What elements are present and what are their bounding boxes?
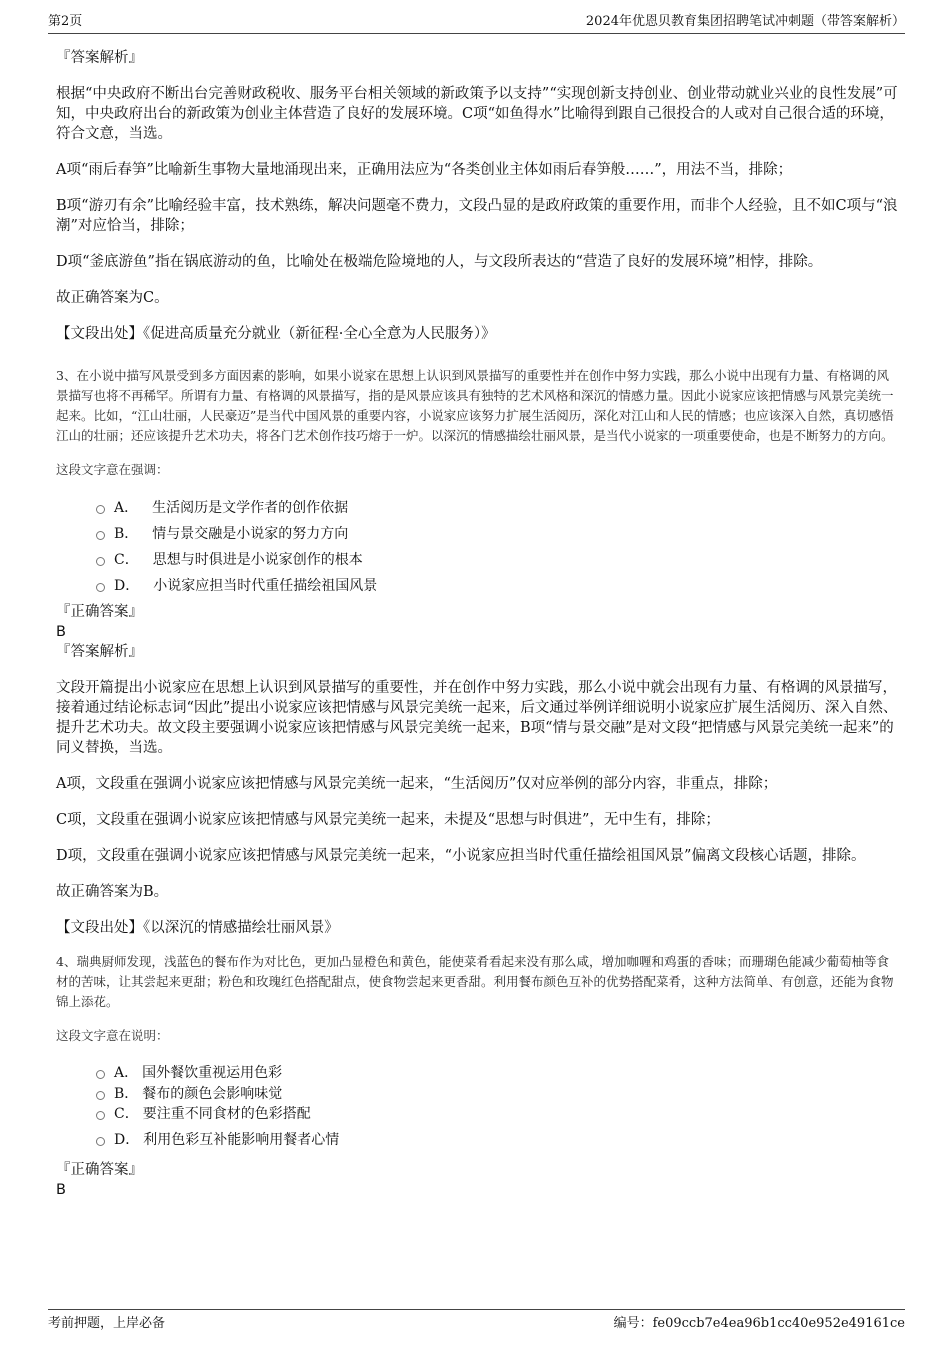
page-content: [56, 42, 898, 1200]
q4-options: [56, 1060, 898, 1154]
radio-icon[interactable]: [96, 505, 105, 514]
page-header: [48, 13, 905, 34]
option-letter: D．: [114, 578, 140, 594]
q3-analysis-para-4: D项，文段重在强调小说家应该把情感与风景完美统一起来，“小说家应担当时代重任描绘祖国风景”偏离文段核心话题，排除。: [56, 848, 866, 864]
source-label: 【文段出处】: [56, 920, 143, 936]
document-title: 2024年优恩贝教育集团招聘笔试冲刺题（带答案解析）: [585, 14, 905, 29]
option-text: 利用色彩互补能影响用餐者心情: [143, 1132, 340, 1148]
radio-icon[interactable]: [96, 583, 105, 592]
q4-prompt: 这段文字意在说明：: [56, 1028, 169, 1043]
option-text: 生活阅历是文学作者的创作依据: [152, 500, 349, 516]
option-letter: A．: [114, 500, 139, 516]
option-letter: C．: [114, 1106, 139, 1122]
source-label: 【文段出处】: [56, 326, 143, 342]
radio-icon[interactable]: [96, 557, 105, 566]
q3-question-text: 3、在小说中描写风景受到多方面因素的影响，如果小说家在思想上认识到风景描写的重要性并在创作中努力实践，那么小说中出现有力量、有格调的风景描写也将不再稀罕。所谓有力量、有格调的风景描写，指的是风景应该具有独特的艺术风格和深沉的情感力量。因此小说家应该把情感与风景完美统一起来。比如，“江山壮丽，人民豪迈”是当代中国风景的重要内容，小说家应该努力扩展生活阅历，深化对江山和人民的情感；也应该深入自然，真切感悟江山的壮丽；还应该提升艺术功夫，将各门艺术创作技巧熔于一炉。以深沉的情感描绘壮丽风景，是当代小说家的一项重要使命，也是不断努力的方向。: [56, 368, 894, 443]
q3-options: [56, 494, 898, 598]
radio-icon[interactable]: [96, 1111, 105, 1120]
q2-analysis-para-1: 根据“中央政府不断出台完善财政税收、服务平台相关领域的新政策予以支持”“实现创新支持创业、创业带动就业兴业的良性发展”可知，中央政府出台的新政策为创业主体营造了良好的发展环境。C项“如鱼得水”比喻得到跟自己很投合的人或对自己很合适的环境，符合文意，当选。: [56, 86, 898, 142]
q2-source: [56, 324, 898, 344]
q3-option-a[interactable]: [96, 494, 898, 520]
radio-icon[interactable]: [96, 1091, 105, 1100]
q3-option-d[interactable]: [96, 572, 898, 598]
q4-option-b[interactable]: [96, 1084, 898, 1102]
q3-prompt: 这段文字意在强调：: [56, 462, 169, 477]
q3-analysis-para-1: 文段开篇提出小说家应在思想上认识到风景描写的重要性，并在创作中努力实践，那么小说中就会出现有力量、有格调的风景描写，接着通过结论标志词“因此”提出小说家应该把情感与风景完美统一起来，后文通过举例详细说明小说家应扩展生活阅历、深入自然、提升艺术功夫。故文段主要强调小说家应该把情感与风景完美统一起来，B项“情与景交融”是对文段“把情感与风景完美统一起来”的同义替换，当选。: [56, 680, 898, 756]
radio-icon[interactable]: [96, 1137, 105, 1146]
q2-analysis-para-3: B项“游刃有余”比喻经验丰富，技术熟练，解决问题毫不费力，文段凸显的是政府政策的重要作用，而非个人经验，且不如C项与“浪潮”对应恰当，排除；: [56, 198, 898, 234]
q3-analysis-para-2: A项，文段重在强调小说家应该把情感与风景完美统一起来，“生活阅历”仅对应举例的部分内容，非重点，排除；: [56, 776, 778, 792]
q2-analysis-para-5: 故正确答案为C。: [56, 290, 169, 306]
q3-correct-label: 『正确答案』: [56, 604, 143, 620]
document-id: 编号：fe09ccb7e4ea96b1cc40e952e49161ce: [613, 1316, 905, 1331]
option-text: 情与景交融是小说家的努力方向: [152, 526, 349, 542]
option-letter: C．: [114, 552, 139, 568]
q3-analysis-label: 『答案解析』: [56, 644, 143, 660]
radio-icon[interactable]: [96, 531, 105, 540]
option-letter: A．: [114, 1065, 139, 1081]
option-letter: B．: [114, 526, 139, 542]
q4-option-d[interactable]: [96, 1124, 898, 1154]
radio-icon[interactable]: [96, 1070, 105, 1079]
page-number: 第2页: [48, 14, 83, 29]
option-text: 小说家应担当时代重任描绘祖国风景: [153, 578, 378, 594]
q3-analysis-para-5: 故正确答案为B。: [56, 884, 169, 900]
option-letter: B．: [114, 1086, 139, 1102]
q3-source-title: 《以深沉的情感描绘壮丽风景》: [143, 920, 339, 936]
q2-analysis-label: 『答案解析』: [56, 50, 143, 66]
q4-option-c[interactable]: [96, 1102, 898, 1124]
option-text: 餐布的颜色会影响味觉: [142, 1086, 283, 1102]
q4-option-a[interactable]: [96, 1060, 898, 1084]
footer-slogan: 考前押题，上岸必备: [48, 1316, 166, 1331]
option-text: 国外餐饮重视运用色彩: [142, 1065, 283, 1081]
q3-option-c[interactable]: [96, 546, 898, 572]
q2-analysis-para-2: A项“雨后春笋”比喻新生事物大量地涌现出来，正确用法应为“各类创业主体如雨后春笋般……”，用法不当，排除；: [56, 162, 793, 178]
page-footer: [48, 1309, 905, 1332]
q2-source-title: 《促进高质量充分就业（新征程·全心全意为人民服务）》: [143, 326, 496, 342]
q3-correct-answer: B: [56, 624, 66, 640]
q4-correct-answer: B: [56, 1182, 66, 1198]
option-letter: D．: [114, 1132, 140, 1148]
q3-source: [56, 918, 898, 938]
option-text: 要注重不同食材的色彩搭配: [142, 1106, 311, 1122]
q2-analysis-para-4: D项“釜底游鱼”指在锅底游动的鱼，比喻处在极端危险境地的人，与文段所表达的“营造了良好的发展环境”相悖，排除。: [56, 254, 823, 270]
option-text: 思想与时俱进是小说家创作的根本: [152, 552, 363, 568]
q4-question-text: 4、瑞典厨师发现，浅蓝色的餐布作为对比色，更加凸显橙色和黄色，能使菜肴看起来没有那么咸，增加咖喱和鸡蛋的香味；而珊瑚色能减少葡萄柚等食材的苦味，让其尝起来更甜；粉色和玫瑰红色搭配甜点，使食物尝起来更香甜。利用餐布颜色互补的优势搭配菜肴，这种方法简单、有创意，还能为食物锦上添花。: [56, 954, 894, 1009]
q4-correct-label: 『正确答案』: [56, 1162, 143, 1178]
q3-analysis-para-3: C项，文段重在强调小说家应该把情感与风景完美统一起来，未提及“思想与时俱进”，无中生有，排除；: [56, 812, 720, 828]
q3-option-b[interactable]: [96, 520, 898, 546]
